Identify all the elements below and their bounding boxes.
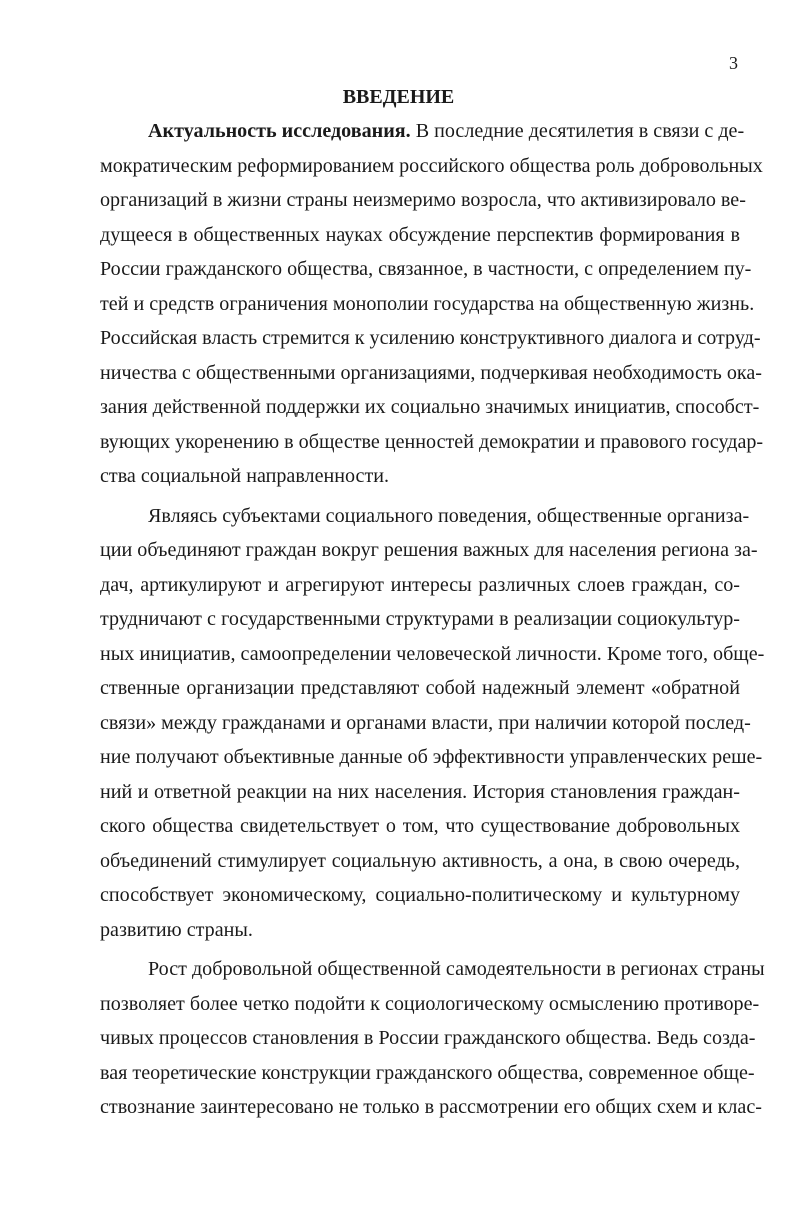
text-line: ничества с общественными организациями, подчеркивая необходимость ока- [100,361,762,384]
text-line: связи» между гражданами и органами власти, при наличии которой послед- [100,711,751,734]
text-line: ствознание заинтересовано не только в рассмотрении его общих схем и клас- [100,1096,762,1118]
text-line: вая теоретические конструкции гражданского общества, современное обще- [100,1061,755,1084]
text-line: Российская власть стремится к усилению конструктивного диалога и сотруд- [100,327,761,349]
text-line: развитию страны. [100,918,253,941]
text-line: трудничают с государственными структурами в реализации социокультур- [100,608,740,630]
text-line: мократическим реформированием российского общества роль добровольных [100,154,763,177]
text-line: России гражданского общества, связанное, в частности, с определением пу- [100,258,752,280]
text-line: тей и средств ограничения монополии государства на общественную жизнь. [100,292,755,315]
text-line: ского общества свидетельствует о том, что существование добровольных [100,815,740,837]
text-line: дущееся в общественных науках обсуждение перспектив формирования в [100,223,740,246]
text-line: ства социальной направленности. [100,465,390,487]
text-line: ний и ответной реакции на них населения. История становления граждан- [100,780,740,803]
text-line: ственные организации представляют собой надежный элемент «обратной [100,677,740,699]
body-text [100,114,765,1125]
text-line: Актуальность исследования. В последние десятилетия в связи с де- [148,120,745,142]
text-line: позволяет более четко подойти к социологическому осмыслению противоре- [100,992,760,1015]
text-line: чивых процессов становления в России гражданского общества. Ведь созда- [100,1027,756,1049]
text-line: организаций в жизни страны неизмеримо возросла, что активизировало ве- [100,189,746,211]
text-line: ции объединяют граждан вокруг решения важных для населения региона за- [100,539,758,561]
text-line: объединений стимулирует социальную активность, а она, в свою очередь, [100,849,740,872]
text-line: вующих укоренению в обществе ценностей демократии и правового государ- [100,430,764,453]
text-line: Рост добровольной общественной самодеятельности в регионах страны [148,958,765,980]
text-line: ние получают объективные данные об эффективности управленческих реше- [100,746,763,768]
text-line: дач, артикулируют и агрегируют интересы различных слоев граждан, со- [100,573,740,596]
text-line: Являясь субъектами социального поведения, общественные организа- [148,504,750,527]
text-line: способствует экономическому, социально-политическому и культурному [100,884,740,906]
section-heading: ВВЕДЕНИЕ [342,86,455,108]
page-number: 3 [729,53,738,73]
text-line: зания действенной поддержки их социально значимых инициатив, способст- [100,396,760,418]
text-line: ных инициатив, самоопределении человеческой личности. Кроме того, обще- [100,642,765,665]
lead-phrase: Актуальность исследования. [148,120,411,142]
